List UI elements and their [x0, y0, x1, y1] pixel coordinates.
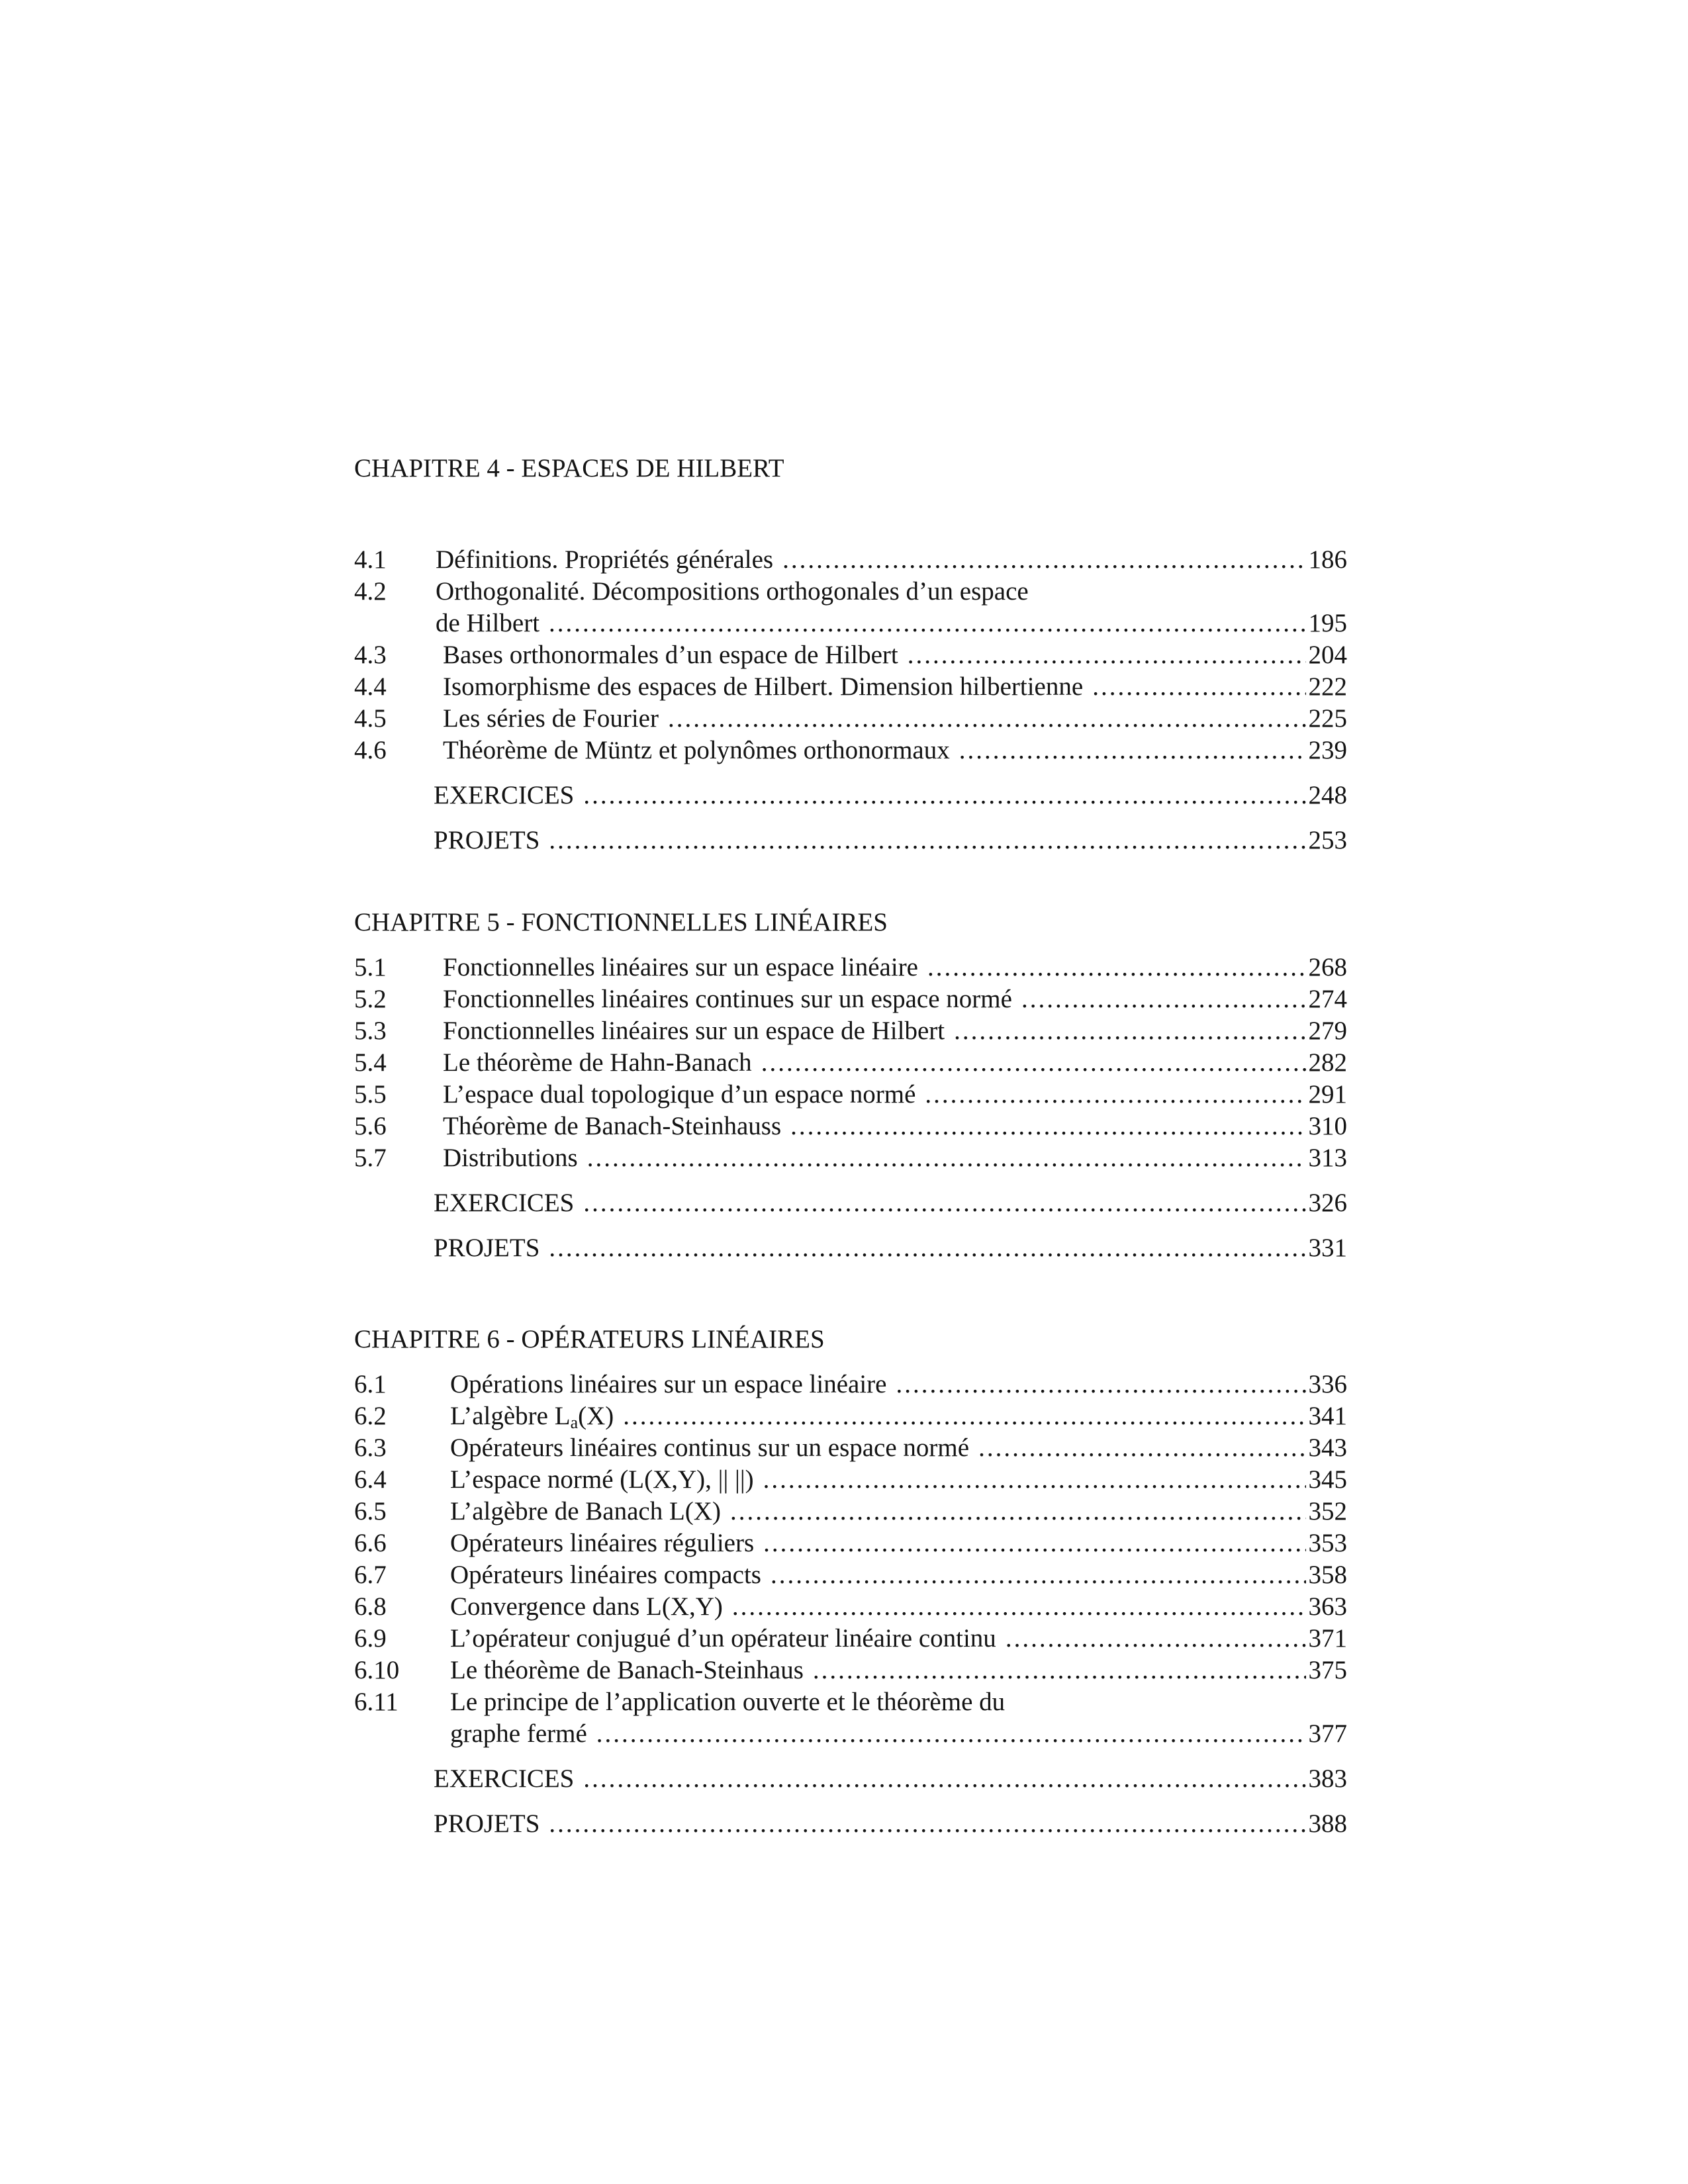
dot-leader	[549, 825, 1305, 856]
toc-entry[interactable]	[354, 1369, 1347, 1400]
page-number: 253	[1308, 826, 1347, 854]
page-number: 279	[1308, 1017, 1347, 1045]
section-title: graphe fermé	[450, 1719, 587, 1748]
dot-leader	[549, 608, 1305, 639]
dot-leader	[813, 1655, 1306, 1686]
page-number: 377	[1308, 1719, 1347, 1748]
section-number: 5.3	[354, 1017, 387, 1045]
section-number: 4.6	[354, 736, 387, 764]
section-title: Fonctionnelles linéaires sur un espace linéaire	[443, 953, 918, 981]
page-number: 225	[1308, 704, 1347, 733]
section-number: 5.1	[354, 953, 387, 981]
section-title: Définitions. Propriétés générales	[436, 545, 774, 574]
dot-leader	[668, 703, 1306, 735]
dot-leader	[583, 1187, 1305, 1219]
section-number: 6.5	[354, 1497, 387, 1525]
toc-entry[interactable]	[354, 1400, 1347, 1432]
dot-leader	[896, 1369, 1305, 1400]
dot-leader	[763, 1464, 1306, 1496]
projets-label: PROJETS	[434, 1234, 540, 1262]
section-title: de Hilbert	[436, 609, 540, 637]
toc-exercices[interactable]	[354, 1187, 1347, 1219]
toc-entry[interactable]	[354, 1432, 1347, 1464]
dot-leader	[959, 735, 1306, 766]
section-number: 5.7	[354, 1144, 387, 1172]
section-number: 6.2	[354, 1402, 387, 1430]
section-number: 6.10	[354, 1656, 400, 1684]
section-title: Opérateurs linéaires continus sur un espace normé	[450, 1433, 970, 1462]
page-number: 383	[1308, 1764, 1347, 1793]
section-number: 5.5	[354, 1080, 387, 1109]
toc-projets[interactable]	[354, 1808, 1347, 1840]
toc-entry[interactable]	[354, 1111, 1347, 1142]
dot-leader	[583, 1763, 1305, 1795]
toc-entry[interactable]	[354, 1015, 1347, 1047]
page-number: 186	[1308, 545, 1347, 574]
dot-leader	[925, 1079, 1305, 1111]
dot-leader	[790, 1111, 1305, 1142]
toc-entry[interactable]	[354, 1655, 1347, 1686]
page-number: 204	[1308, 641, 1347, 669]
toc-entry[interactable]	[354, 1559, 1347, 1591]
page-number: 310	[1308, 1112, 1347, 1140]
page-number: 274	[1308, 985, 1347, 1013]
page-number: 371	[1308, 1624, 1347, 1653]
toc-entry[interactable]	[354, 1142, 1347, 1174]
toc-entry[interactable]	[354, 1686, 1347, 1718]
section-title: Convergence dans L(X,Y)	[450, 1592, 723, 1621]
section-number: 4.3	[354, 641, 387, 669]
dot-leader	[583, 780, 1305, 811]
dot-leader	[978, 1432, 1305, 1464]
dot-leader	[587, 1142, 1306, 1174]
section-number: 6.9	[354, 1624, 387, 1653]
toc-projets[interactable]	[354, 1232, 1347, 1264]
page-number: 326	[1308, 1189, 1347, 1217]
page-number: 313	[1308, 1144, 1347, 1172]
section-title: Fonctionnelles linéaires continues sur un espace normé	[443, 985, 1012, 1013]
page-number: 341	[1308, 1402, 1347, 1430]
section-title-line1: Orthogonalité. Décompositions orthogonales d’un espace	[436, 577, 1029, 606]
section-number: 6.1	[354, 1370, 387, 1398]
dot-leader	[908, 639, 1306, 671]
section-number: 6.3	[354, 1433, 387, 1462]
toc-exercices[interactable]	[354, 780, 1347, 811]
toc-entry[interactable]	[354, 1047, 1347, 1079]
section-title: Opérateurs linéaires compacts	[450, 1561, 761, 1589]
section-title: Fonctionnelles linéaires sur un espace de Hilbert	[443, 1017, 945, 1045]
section-title: L’espace dual topologique d’un espace normé	[443, 1080, 916, 1109]
section-title: Bases orthonormales d’un espace de Hilbert	[443, 641, 898, 669]
page-number: 358	[1308, 1561, 1347, 1589]
page-number: 336	[1308, 1370, 1347, 1398]
dot-leader	[549, 1232, 1305, 1264]
exercices-label: EXERCICES	[434, 781, 575, 809]
dot-leader	[623, 1400, 1305, 1432]
toc-entry[interactable]	[354, 576, 1347, 608]
section-title: Théorème de Müntz et polynômes orthonormaux	[443, 736, 950, 764]
toc-entry[interactable]	[354, 544, 1347, 576]
dot-leader	[549, 1808, 1305, 1840]
toc-entry[interactable]	[354, 1496, 1347, 1527]
page-number: 352	[1308, 1497, 1347, 1525]
dot-leader	[596, 1718, 1306, 1750]
dot-leader	[927, 952, 1306, 983]
section-title: Le théorème de Banach-Steinhaus	[450, 1656, 804, 1684]
toc-entry-continuation[interactable]	[354, 1718, 1347, 1750]
page-number: 282	[1308, 1048, 1347, 1077]
section-number: 5.4	[354, 1048, 387, 1077]
section-title: Opérateurs linéaires réguliers	[450, 1529, 755, 1557]
dot-leader	[763, 1527, 1305, 1559]
section-title: L’opérateur conjugué d’un opérateur linéaire continu	[450, 1624, 996, 1653]
page-number: 195	[1308, 609, 1347, 637]
chapter-title: CHAPITRE 4 - ESPACES DE HILBERT	[354, 454, 784, 482]
section-title: Théorème de Banach-Steinhauss	[443, 1112, 782, 1140]
section-number: 4.2	[354, 577, 387, 606]
section-number: 4.4	[354, 672, 387, 701]
section-number: 5.2	[354, 985, 387, 1013]
dot-leader	[1021, 983, 1306, 1015]
dot-leader	[782, 544, 1305, 576]
projets-label: PROJETS	[434, 1809, 540, 1838]
section-title: Opérations linéaires sur un espace linéaire	[450, 1370, 887, 1398]
dot-leader	[954, 1015, 1305, 1047]
page-number: 248	[1308, 781, 1347, 809]
toc-entry-continuation[interactable]	[354, 608, 1347, 639]
toc-entry[interactable]	[354, 983, 1347, 1015]
dot-leader	[1006, 1623, 1306, 1655]
exercices-label: EXERCICES	[434, 1764, 575, 1793]
page-number: 345	[1308, 1465, 1347, 1494]
page-number: 331	[1308, 1234, 1347, 1262]
section-number: 6.8	[354, 1592, 387, 1621]
section-title-line1: Le principe de l’application ouverte et le théorème du	[450, 1688, 1006, 1716]
chapter-title: CHAPITRE 5 - FONCTIONNELLES LINÉAIRES	[354, 908, 888, 936]
section-number: 6.7	[354, 1561, 387, 1589]
section-title: L’algèbre de Banach L(X)	[450, 1497, 721, 1525]
section-title: Le théorème de Hahn-Banach	[443, 1048, 752, 1077]
projets-label: PROJETS	[434, 826, 540, 854]
section-title: Distributions	[443, 1144, 578, 1172]
toc-exercices[interactable]	[354, 1763, 1347, 1795]
toc-entry[interactable]	[354, 1079, 1347, 1111]
dot-leader	[761, 1047, 1306, 1079]
toc-entry[interactable]	[354, 1527, 1347, 1559]
toc-entry[interactable]	[354, 1623, 1347, 1655]
toc-entry[interactable]	[354, 1591, 1347, 1623]
section-title: Les séries de Fourier	[443, 704, 659, 733]
section-number: 4.1	[354, 545, 387, 574]
exercices-label: EXERCICES	[434, 1189, 575, 1217]
section-number: 4.5	[354, 704, 387, 733]
page-number: 291	[1308, 1080, 1347, 1109]
page-number: 375	[1308, 1656, 1347, 1684]
section-number: 5.6	[354, 1112, 387, 1140]
page-number: 388	[1308, 1809, 1347, 1838]
section-number: 6.4	[354, 1465, 387, 1494]
section-title: L’espace normé (L(X,Y), || ||)	[450, 1465, 754, 1494]
section-number: 6.11	[354, 1688, 399, 1716]
page-number: 268	[1308, 953, 1347, 981]
page-number: 222	[1308, 672, 1347, 701]
toc-entry[interactable]	[354, 703, 1347, 735]
toc-entry[interactable]	[354, 735, 1347, 766]
dot-leader	[771, 1559, 1306, 1591]
page-number: 353	[1308, 1529, 1347, 1557]
toc-projets[interactable]	[354, 825, 1347, 856]
dot-leader	[730, 1496, 1306, 1527]
page-number: 239	[1308, 736, 1347, 764]
chapter-title: CHAPITRE 6 - OPÉRATEURS LINÉAIRES	[354, 1325, 825, 1353]
page-number: 343	[1308, 1433, 1347, 1462]
toc-entry[interactable]	[354, 1464, 1347, 1496]
toc-entry[interactable]	[354, 639, 1347, 671]
section-title: L’algèbre $L_a(X)$	[450, 1402, 614, 1432]
toc-entry[interactable]	[354, 952, 1347, 983]
page-number: 363	[1308, 1592, 1347, 1621]
dot-leader	[732, 1591, 1306, 1623]
section-number: 6.6	[354, 1529, 387, 1557]
section-title: Isomorphisme des espaces de Hilbert. Dimension hilbertienne	[443, 672, 1084, 701]
toc-entry[interactable]	[354, 671, 1347, 703]
dot-leader	[1092, 671, 1305, 703]
